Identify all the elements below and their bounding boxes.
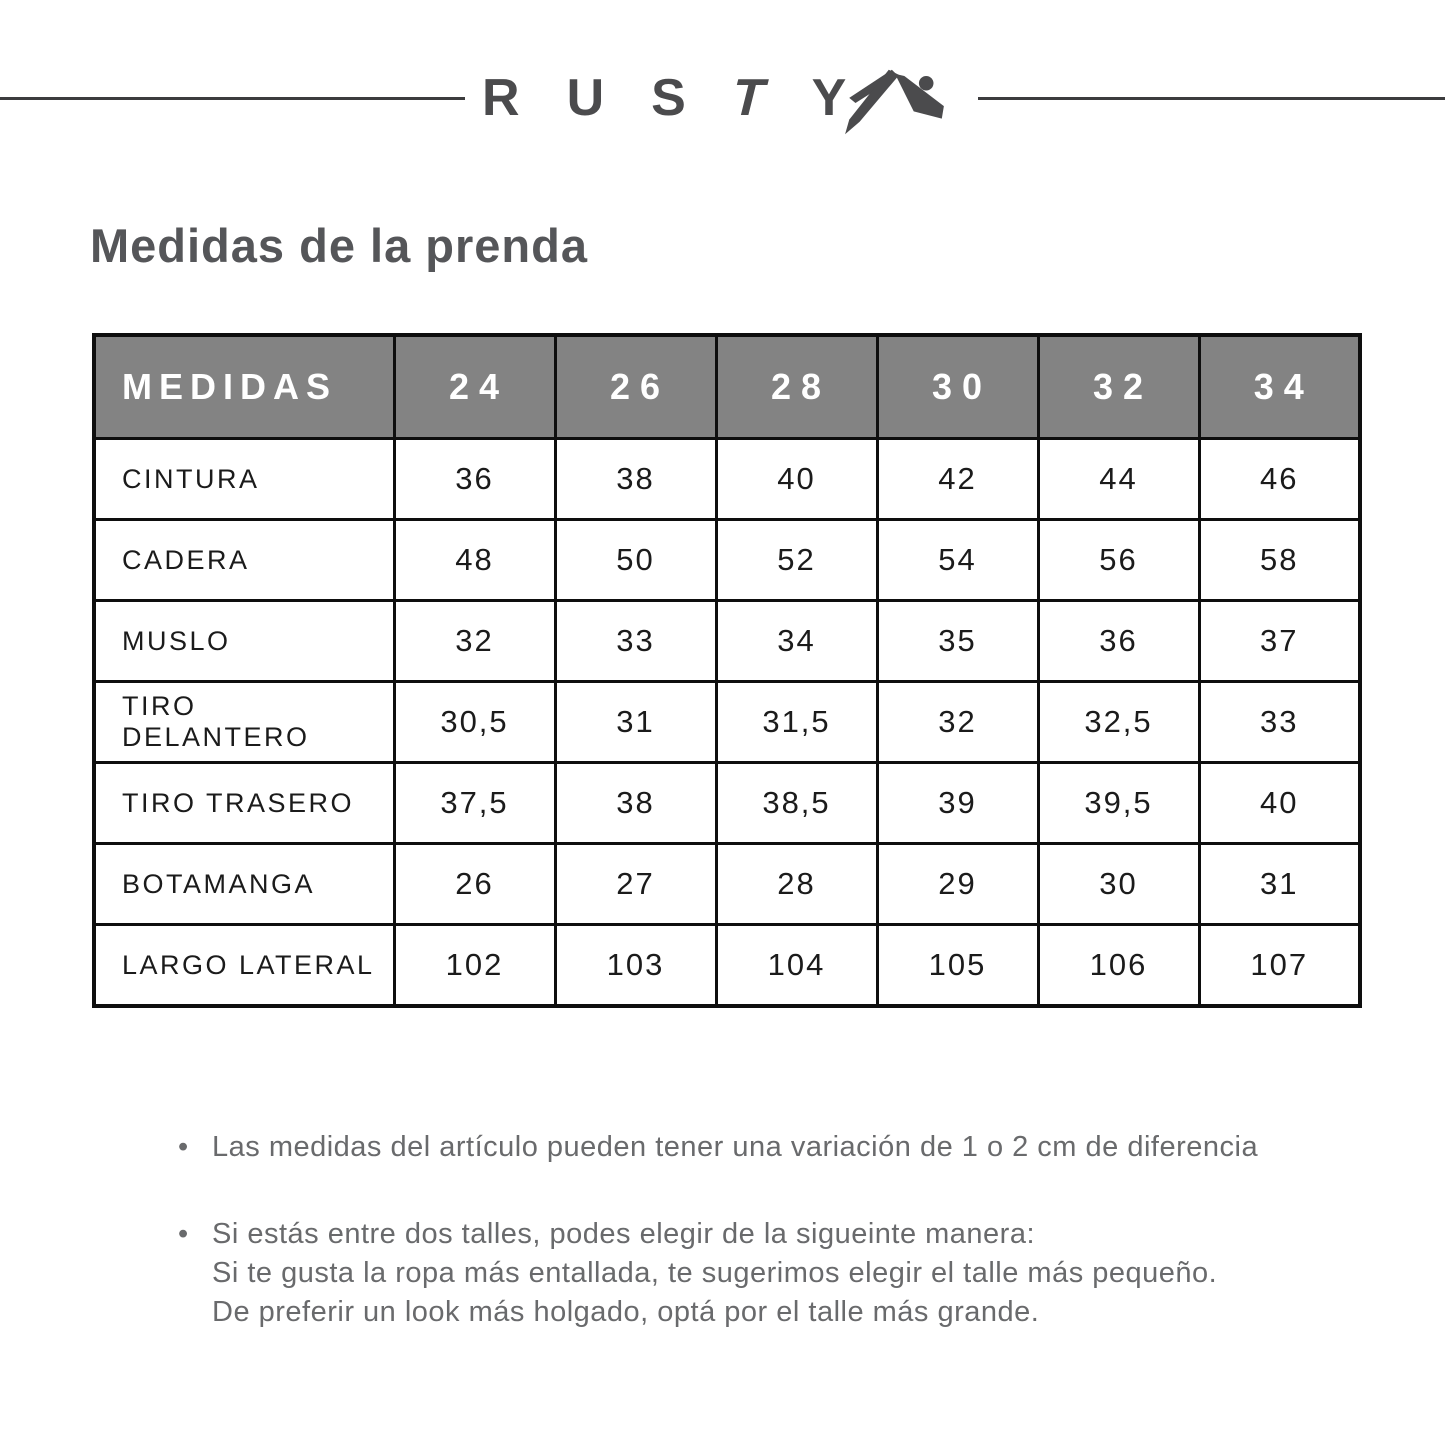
row-label: CINTURA [94, 439, 394, 520]
size-chart-table [92, 333, 1362, 1008]
bullet-icon: • [178, 1131, 189, 1163]
header-cell-size: 30 [877, 335, 1038, 439]
table-cell: 102 [394, 925, 555, 1007]
table-cell: 44 [1038, 439, 1199, 520]
table-cell: 32,5 [1038, 682, 1199, 763]
table-cell: 37 [1199, 601, 1360, 682]
table-row [94, 520, 1360, 601]
header-rule-left [0, 97, 465, 100]
table-cell: 52 [716, 520, 877, 601]
table-cell: 50 [555, 520, 716, 601]
row-label: MUSLO [94, 601, 394, 682]
row-label: TIRO DELANTERO [94, 682, 394, 763]
table-cell: 31,5 [716, 682, 877, 763]
notes-section [178, 1128, 1308, 1380]
table-cell: 56 [1038, 520, 1199, 601]
table-cell: 107 [1199, 925, 1360, 1007]
rusty-r-logo-icon [843, 62, 947, 142]
table-cell: 38 [555, 763, 716, 844]
table-cell: 35 [877, 601, 1038, 682]
table-cell: 38,5 [716, 763, 877, 844]
row-label: BOTAMANGA [94, 844, 394, 925]
table-cell: 42 [877, 439, 1038, 520]
table-cell: 33 [555, 601, 716, 682]
row-label: LARGO LATERAL [94, 925, 394, 1007]
note-item [178, 1215, 1308, 1332]
table-cell: 32 [877, 682, 1038, 763]
note-line: Si estás entre dos talles, podes elegir de la sigueinte manera: [212, 1218, 1036, 1250]
note-line: Las medidas del artículo pueden tener una variación de 1 o 2 cm de diferencia [212, 1131, 1259, 1163]
table-cell: 46 [1199, 439, 1360, 520]
table-header-row [94, 335, 1360, 439]
wordmark-letter: R [482, 69, 520, 127]
table-cell: 37,5 [394, 763, 555, 844]
note-item [178, 1128, 1308, 1167]
table-row [94, 925, 1360, 1007]
table-cell: 54 [877, 520, 1038, 601]
table-cell: 48 [394, 520, 555, 601]
table-cell: 30,5 [394, 682, 555, 763]
header-cell-size: 26 [555, 335, 716, 439]
table-cell: 36 [1038, 601, 1199, 682]
table-cell: 32 [394, 601, 555, 682]
table-cell: 103 [555, 925, 716, 1007]
table-row [94, 601, 1360, 682]
note-line: Si te gusta la ropa más entallada, te sugerimos elegir el talle más pequeño. [212, 1257, 1218, 1289]
table-cell: 104 [716, 925, 877, 1007]
header-cell-medidas: MEDIDAS [94, 335, 394, 439]
wordmark-letter: Y [811, 69, 847, 127]
table-cell: 33 [1199, 682, 1360, 763]
brand-band [0, 0, 1445, 170]
header-cell-size: 34 [1199, 335, 1360, 439]
wordmark-letter: S [651, 69, 686, 127]
header-cell-size: 28 [716, 335, 877, 439]
header-cell-size: 24 [394, 335, 555, 439]
table-cell: 38 [555, 439, 716, 520]
table-row [94, 763, 1360, 844]
note-text [212, 1128, 1308, 1167]
table-cell: 27 [555, 844, 716, 925]
note-text [212, 1215, 1308, 1332]
table-cell: 40 [716, 439, 877, 520]
table-row [94, 439, 1360, 520]
note-line: De preferir un look más holgado, optá por el talle más grande. [212, 1296, 1040, 1328]
table-cell: 58 [1199, 520, 1360, 601]
table-cell: 29 [877, 844, 1038, 925]
row-label: TIRO TRASERO [94, 763, 394, 844]
bullet-icon: • [178, 1218, 189, 1250]
table-cell: 26 [394, 844, 555, 925]
table-cell: 30 [1038, 844, 1199, 925]
table-cell: 28 [716, 844, 877, 925]
table-cell: 39 [877, 763, 1038, 844]
table-row [94, 682, 1360, 763]
table-cell: 39,5 [1038, 763, 1199, 844]
table-cell: 31 [555, 682, 716, 763]
header-cell-size: 32 [1038, 335, 1199, 439]
wordmark-letter: T [725, 69, 772, 127]
rusty-wordmark [482, 69, 847, 127]
table-row [94, 844, 1360, 925]
table-cell: 36 [394, 439, 555, 520]
table-cell: 105 [877, 925, 1038, 1007]
page-title: Medidas de la prenda [90, 219, 588, 272]
table-cell: 40 [1199, 763, 1360, 844]
row-label: CADERA [94, 520, 394, 601]
table-cell: 31 [1199, 844, 1360, 925]
wordmark-letter: U [566, 69, 605, 127]
table-cell: 106 [1038, 925, 1199, 1007]
table-cell: 34 [716, 601, 877, 682]
header-rule-right [978, 97, 1445, 100]
